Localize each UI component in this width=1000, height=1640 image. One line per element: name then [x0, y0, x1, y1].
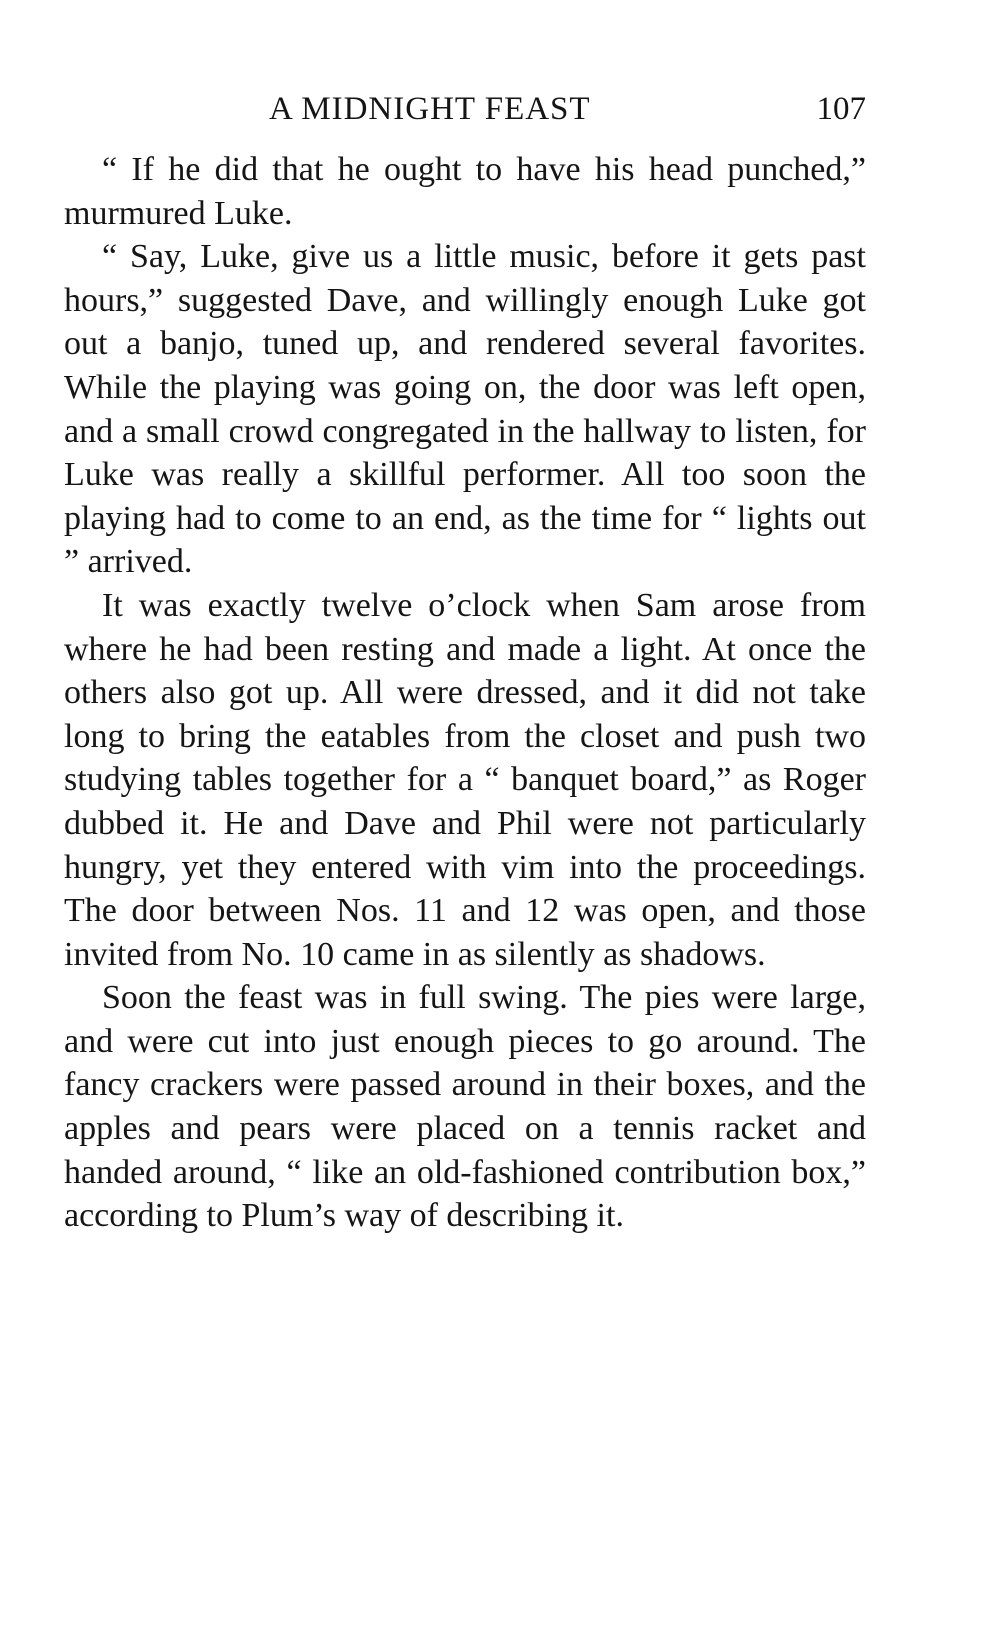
running-header: [64, 84, 866, 134]
page-number: 107: [816, 91, 866, 127]
body-text: [64, 148, 866, 1238]
paragraph-2: “ Say, Luke, give us a little music, before it gets past hours,” suggested Dave, and willingly enough Luke got out a banjo, tuned up, and rendered several favorites. While the playing was going on, the door was left open, and a small crowd congregated in the hallway to listen, for Luke was really a skillful performer. All too soon the playing had to come to an end, as the time for “ lights out ” arrived.: [64, 238, 866, 581]
paragraph-3: It was exactly twelve o’clock when Sam arose from where he had been resting and made a light. At once the others also got up. All were dressed, and it did not take long to bring the eatables from the closet and push two studying tables together for a “ banquet board,” as Roger dubbed it. He and Dave and Phil were not particularly hungry, yet they entered with vim into the proceedings. The door between Nos. 11 and 12 was open, and those invited from No. 10 came in as silently as shadows.: [64, 586, 866, 973]
paragraph-4: Soon the feast was in full swing. The pies were large, and were cut into just enough pieces to go around. The fancy crackers were passed around in their boxes, and the apples and pears were placed on a tennis racket and handed around, “ like an old-fashioned contribution box,” according to Plum’s way of describing it.: [64, 979, 866, 1235]
chapter-running-title: A MIDNIGHT FEAST: [269, 91, 591, 127]
paragraph-1: “ If he did that he ought to have his head punched,” murmured Luke.: [64, 151, 866, 232]
